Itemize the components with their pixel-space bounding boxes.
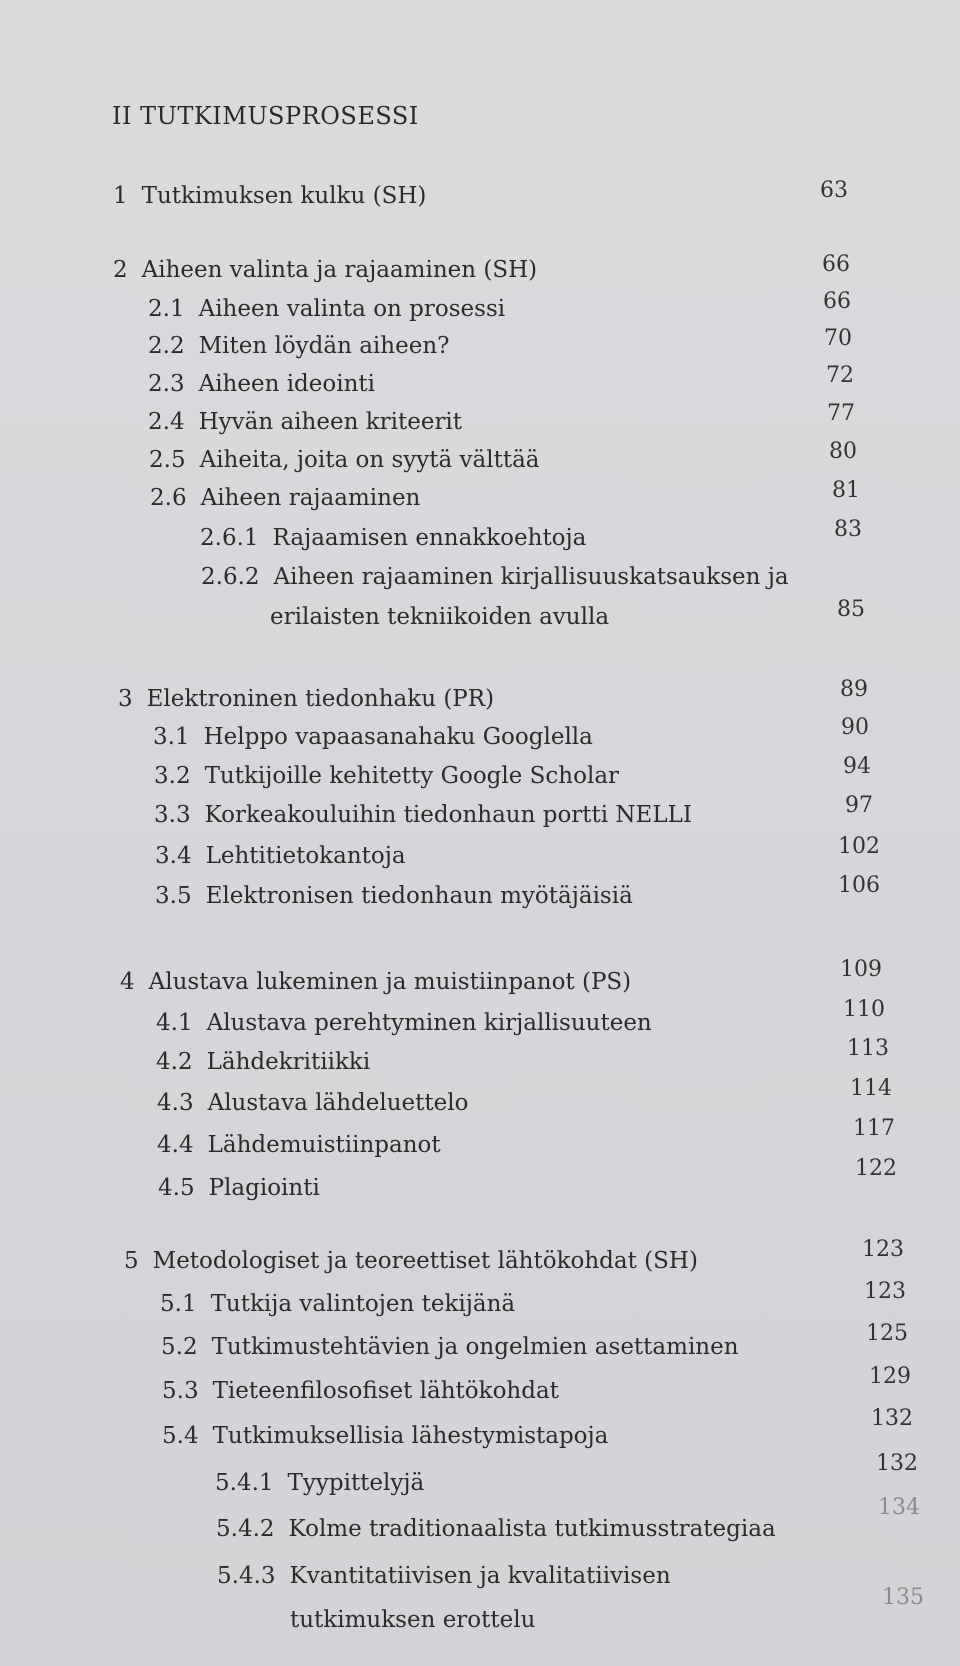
entry-number: 3.5	[155, 883, 192, 909]
entry-page-number: 122	[855, 1156, 897, 1181]
toc-entry-section	[161, 1333, 739, 1361]
entry-number: 5.3	[162, 1378, 199, 1404]
entry-page-number: 113	[847, 1036, 889, 1061]
toc-entry-section	[156, 1048, 370, 1076]
part-title: II TUTKIMUSPROSESSI	[112, 102, 419, 130]
entry-title: Tyypittelyjä	[287, 1470, 425, 1496]
entry-number: 5.4.2	[216, 1516, 275, 1542]
entry-page-number: 97	[845, 793, 873, 818]
entry-title-continued: erilaisten tekniikoiden avulla	[270, 604, 610, 630]
entry-title: Aiheen ideointi	[198, 371, 376, 397]
entry-page-number: 80	[829, 439, 857, 464]
entry-title: Aiheen rajaaminen kirjallisuuskatsauksen ja	[273, 564, 789, 590]
entry-number: 4.2	[156, 1049, 193, 1075]
entry-page-number: 90	[841, 715, 869, 740]
entry-number: 2.3	[148, 371, 185, 397]
entry-title: Alustava perehtyminen kirjallisuuteen	[206, 1010, 652, 1036]
toc-entry-section	[158, 1174, 320, 1202]
toc-entry-chapter	[113, 182, 426, 210]
entry-title-continued: tutkimuksen erottelu	[290, 1607, 536, 1633]
entry-page-number: 77	[827, 401, 855, 426]
entry-page-number: 129	[869, 1364, 911, 1389]
entry-number: 3.4	[155, 843, 192, 869]
entry-page-number: 117	[853, 1116, 895, 1141]
entry-number: 3.1	[153, 724, 190, 750]
toc-entry-subsection	[217, 1562, 671, 1590]
entry-number: 2.1	[148, 296, 185, 322]
toc-entry-chapter	[120, 968, 631, 996]
entry-title: Tutkijoille kehitetty Google Scholar	[204, 763, 620, 789]
toc-entry-chapter	[113, 256, 537, 284]
entry-title: Lähdemuistiinpanot	[207, 1132, 441, 1158]
entry-number: 5.2	[161, 1334, 198, 1360]
entry-title: Aiheen valinta on prosessi	[198, 296, 506, 322]
entry-title: Tutkimustehtävien ja ongelmien asettaminen	[211, 1334, 739, 1360]
entry-page-number: 110	[843, 997, 885, 1022]
toc-entry-section	[155, 882, 633, 910]
entry-title: Elektronisen tiedonhaun myötäjäisiä	[205, 883, 633, 909]
entry-number: 4.3	[157, 1090, 194, 1116]
entry-number: 5.4.3	[217, 1563, 276, 1589]
entry-title: Aiheen valinta ja rajaaminen (SH)	[141, 257, 538, 283]
entry-number: 2	[113, 257, 128, 283]
entry-title: Tutkija valintojen tekijänä	[210, 1291, 516, 1317]
entry-title: Hyvän aiheen kriteerit	[198, 409, 463, 435]
entry-number: 2.2	[148, 333, 185, 359]
entry-number: 5	[124, 1248, 139, 1274]
entry-page-number: 132	[876, 1451, 918, 1476]
entry-title: Helppo vapaasanahaku Googlella	[203, 724, 593, 750]
entry-page-number: 132	[871, 1406, 913, 1431]
toc-entry-continuation	[290, 1606, 535, 1634]
toc-entry-subsection	[201, 563, 789, 591]
entry-page-number: 66	[823, 289, 851, 314]
entry-title: Tutkimuksen kulku (SH)	[141, 183, 427, 209]
toc-entry-section	[149, 446, 540, 474]
entry-number: 3.2	[154, 763, 191, 789]
toc-entry-section	[155, 842, 406, 870]
entry-title: Kolme traditionaalista tutkimusstrategiaa	[288, 1516, 776, 1542]
entry-number: 2.6.1	[200, 525, 259, 551]
entry-number: 1	[113, 183, 128, 209]
entry-title: Miten löydän aiheen?	[198, 333, 450, 359]
entry-page-number: 123	[862, 1237, 904, 1262]
entry-title: Rajaamisen ennakkoehtoja	[272, 525, 587, 551]
entry-number: 5.4.1	[215, 1470, 274, 1496]
toc-entry-subsection	[216, 1515, 776, 1543]
toc-entry-chapter	[118, 685, 494, 713]
entry-page-number: 81	[832, 478, 860, 503]
toc-entry-section	[148, 370, 375, 398]
entry-page-number: 83	[834, 517, 862, 542]
toc-entry-section	[162, 1422, 608, 1450]
entry-title: Elektroninen tiedonhaku (PR)	[146, 686, 495, 712]
toc-entry-section	[157, 1131, 441, 1159]
entry-title: Plagiointi	[208, 1175, 320, 1201]
entry-title: Tutkimuksellisia lähestymistapoja	[212, 1423, 609, 1449]
toc-entry-section	[154, 801, 692, 829]
entry-title: Kvantitatiivisen ja kvalitatiivisen	[289, 1563, 671, 1589]
toc-entry-chapter	[124, 1247, 698, 1275]
toc-entry-section	[150, 484, 420, 512]
entry-title: Alustava lähdeluettelo	[207, 1090, 469, 1116]
entry-page-number: 135	[882, 1585, 924, 1610]
entry-title: Aiheita, joita on syytä välttää	[199, 447, 540, 473]
entry-title: Lähdekritiikki	[206, 1049, 371, 1075]
entry-number: 2.6.2	[201, 564, 260, 590]
entry-number: 2.4	[148, 409, 185, 435]
entry-page-number: 66	[822, 252, 850, 277]
entry-page-number: 63	[820, 178, 848, 203]
entry-page-number: 106	[838, 873, 880, 898]
entry-page-number: 85	[837, 597, 865, 622]
entry-number: 4.4	[157, 1132, 194, 1158]
toc-entry-section	[157, 1089, 468, 1117]
entry-title: Lehtitietokantoja	[205, 843, 406, 869]
entry-number: 3	[118, 686, 133, 712]
entry-title: Tieteenfilosofiset lähtökohdat	[212, 1378, 559, 1404]
entry-page-number: 109	[840, 957, 882, 982]
entry-page-number: 94	[843, 754, 871, 779]
entry-page-number: 102	[838, 834, 880, 859]
entry-number: 4.5	[158, 1175, 195, 1201]
entry-number: 4	[120, 969, 135, 995]
toc-entry-section	[148, 295, 505, 323]
toc-entry-section	[153, 723, 593, 751]
toc-entry-section	[156, 1009, 652, 1037]
entry-page-number: 70	[824, 326, 852, 351]
toc-entry-section	[148, 408, 462, 436]
toc-entry-section	[148, 332, 449, 360]
entry-page-number: 123	[864, 1279, 906, 1304]
toc-entry-section	[160, 1290, 515, 1318]
entry-title: Korkeakouluihin tiedonhaun portti NELLI	[204, 802, 692, 828]
entry-page-number: 89	[840, 677, 868, 702]
toc-entry-subsection	[200, 524, 586, 552]
entry-page-number: 72	[826, 363, 854, 388]
toc-entry-section	[162, 1377, 559, 1405]
entry-page-number: 134	[878, 1495, 920, 1520]
toc-entry-subsection	[215, 1469, 424, 1497]
entry-title: Alustava lukeminen ja muistiinpanot (PS)	[148, 969, 632, 995]
entry-title: Metodologiset ja teoreettiset lähtökohdat (SH)	[152, 1248, 698, 1274]
entry-number: 5.1	[160, 1291, 197, 1317]
entry-number: 2.6	[150, 485, 187, 511]
toc-entry-continuation	[270, 603, 609, 631]
toc-entry-section	[154, 762, 619, 790]
entry-title: Aiheen rajaaminen	[200, 485, 421, 511]
entry-number: 5.4	[162, 1423, 199, 1449]
entry-page-number: 114	[850, 1076, 892, 1101]
entry-number: 3.3	[154, 802, 191, 828]
entry-page-number: 125	[866, 1321, 908, 1346]
entry-number: 4.1	[156, 1010, 193, 1036]
entry-number: 2.5	[149, 447, 186, 473]
